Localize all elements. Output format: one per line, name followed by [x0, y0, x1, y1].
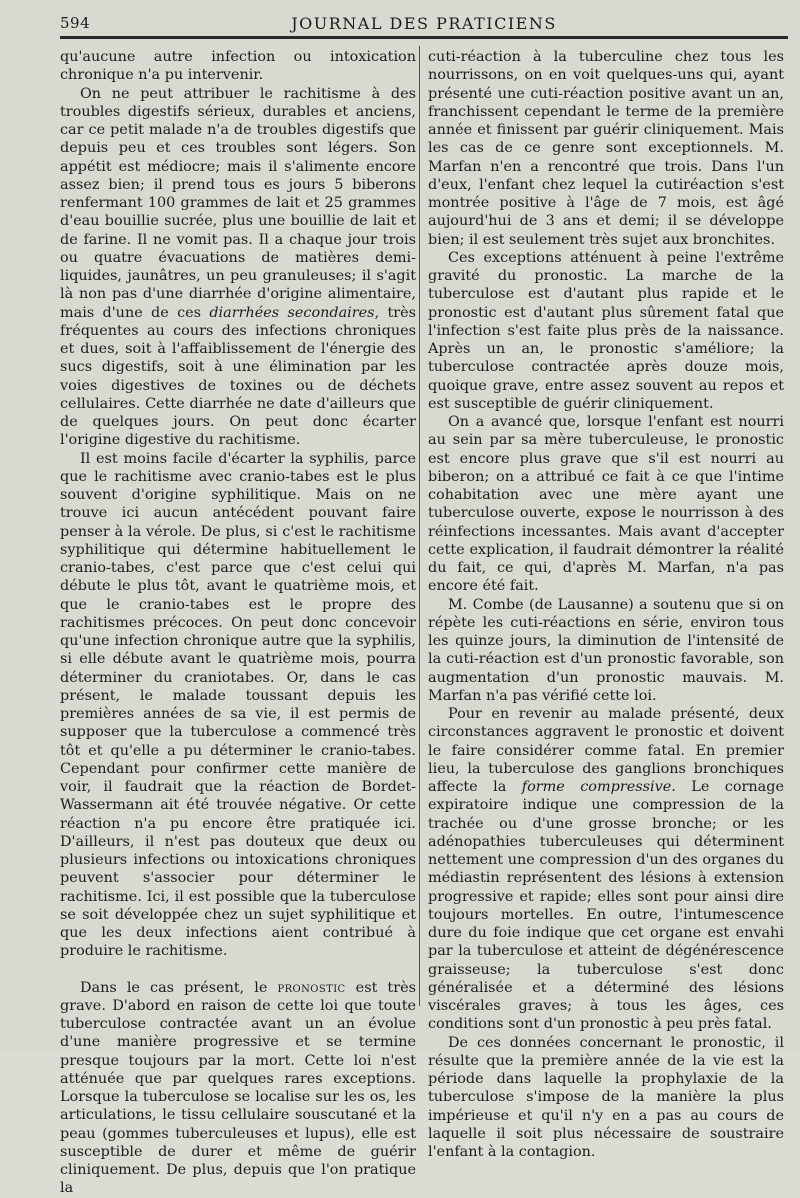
text-run: On ne peut attribuer le rachitisme à des troubles digestifs sérieux, durables et anciens, car ce petit malade n'a de troubles digestifs que depuis peu et ces troubles sont légers. Son appétit est médiocre; mais il s'alimente encore assez bien; il prend tous es jours 5 biberons renfermant 100 grammes de lait et 25 grammes d'eau bouillie sucrée, plus une bouillie de lait et de farine. Il ne vomit pas. Il a chaque jour trois ou quatre évacuations de matières demi-liquides, jaunâtres, un peu granuleuses; il s'agit là non pas d'une diarrhée d'origine alimentaire, mais d'une de ces: [60, 85, 416, 321]
text-run: Le cornage expiratoire indique une compression de la trachée ou d'une grosse bronche; or les adénopathies tuberculeuses qui déterminent nettement une compression d'un des organes du médiastin représentent des lésions à extension progressive et rapide; elles sont pour ainsi dire toujours mortelles. En outre, l'intumescence dure du foie indique que cet organe est envahi par la tuberculose et atteint de dégénérescence graisseuse; la tuberculose s'est donc généralisée et a déterminé des lésions viscérales graves; à tous les âges, ces conditions sont d'un pronostic à peu près fatal.: [428, 779, 784, 1033]
text-run: , très fréquentes au cours des infections chroniques et dues, soit à l'affaiblissement de l'énergie des sucs digestifs, soit à une élimination par les voies digestives de toxines ou de déchets cellulaires. Cette diarrhée ne date d'ailleurs que de quelques jours. On peut donc écarter l'origine digestive du rachitisme.: [60, 304, 417, 449]
paragraph: M. Combe (de Lausanne) a soutenu que si on répète les cuti-réactions en série, environ tous les quinze jours, la diminution de l'intensité de la cuti-réaction est d'un pronostic favorable, son augmentation d'un pronostic mauvais. M. Marfan n'a pas vérifié cette loi.: [428, 596, 784, 704]
emphasis-text: forme compressive.: [521, 779, 676, 795]
paragraph: Ces exceptions atténuent à peine l'extrême gravité du pronostic. La marche de la tuberculose est d'autant plus rapide et le pronostic est d'autant plus sûrement fatal que l'infection s'est faite plus près de la naissance. Après un an, le pronostic s'améliore; la tuberculose contractée après douze mois, quoique grave, entre assez souvent au repos et est susceptible de guérir cliniquement.: [428, 249, 784, 412]
column-divider: [419, 46, 420, 1006]
page-header: [60, 10, 788, 39]
journal-title: JOURNAL DES PRATICIENS: [291, 13, 557, 33]
left-column: [60, 48, 416, 1198]
small-caps-term: pronostic: [277, 979, 346, 996]
text-run: Dans le cas présent, le: [80, 979, 278, 996]
paragraph: qu'aucune autre infection ou intoxication chronique n'a pu intervenir.: [60, 49, 416, 84]
paragraph: cuti-réaction à la tuberculine chez tous les nourrissons, on en voit quelques-uns qui, ayant présenté une cuti-réaction positive avant un an, franchissent cependant le terme de la première année et finissent par guérir cliniquement. Mais les cas de ce genre sont exceptionnels. M. Marfan n'en a rencontré que trois. Dans l'un d'eux, l'enfant chez lequel la cutiréaction s'est montrée positive à l'âge de 7 mois, est âgé aujourd'hui de 3 ans et demi; il se développe bien; il est seulement très sujet aux bronchites.: [428, 49, 784, 248]
paragraph: On a avancé que, lorsque l'enfant est nourri au sein par sa mère tuberculeuse, le pronostic est encore plus grave que s'il est nourri au biberon; on a attribué ce fait à ce que l'intime cohabitation avec une mère ayant une tuberculose ouverte, expose le nourrisson à des réinfections incessantes. Mais avant d'accepter cette explication, il faudrait démontrer la réalité du fait, ce qui, d'après M. Marfan, n'a pas encore été fait.: [428, 414, 784, 595]
page-number: 594: [60, 14, 91, 32]
paragraph: Il est moins facile d'écarter la syphilis, parce que le rachitisme avec cranio-tabes est le plus souvent d'origine syphilitique. Mais on ne trouve ici aucun antécédent pouvant faire penser à la vérole. De plus, si c'est le rachitisme syphilitique qui détermine habituellement le cranio-tabes, c'est parce que c'est celui qui débute le plus tôt, avant le quatrième mois, et que le cranio-tabes est le propre des rachitismes précoces. On peut donc concevoir qu'une infection chronique autre que la syphilis, si elle débute avant le quatrième mois, pourra déterminer du craniotabes. Or, dans le cas présent, le malade toussant depuis les premières années de sa vie, il est permis de supposer que la tuberculose a commencé très tôt et qu'elle a pu déterminer le cranio-tabes. Cependant pour confirmer cette manière de voir, il faudrait que la réaction de Bordet-Wassermann ait été trouvée négative. Or cette réaction n'a pu encore être pratiquée ici. D'ailleurs, il n'est pas douteux que deux ou plusieurs infections ou intoxications chroniques peuvent s'associer pour déterminer le rachitisme. Ici, il est possible que la tuberculose se soit développée chez un sujet syphilitique et que les deux infections aient contribué à produire le rachitisme.: [60, 450, 416, 960]
paragraph: De ces données concernant le pronostic, il résulte que la première année de la vie est la période dans laquelle la prophylaxie de la tuberculose s'impose de la manière la plus impérieuse et qu'il n'y en a pas au cours de laquelle il soit plus nécessaire de soustraire l'enfant à la contagion.: [428, 1034, 784, 1160]
paragraph: [60, 85, 416, 450]
paragraph: [428, 705, 784, 1034]
emphasis-text: diarrhées secondaires: [209, 304, 375, 321]
text-run: est très grave. D'abord en raison de cette loi que toute tuberculose contractée avant un an évolue d'une manière progressive et se termine presque toujours par la mort. Cette loi n'est atténuée que par quelques rares exceptions. Lorsque la tuberculose se localise sur les os, les articulations, le tissu cellulaire souscutané et la peau (gommes tuberculeuses et lupus), elle est susceptible de durer et même de guérir cliniquement. De plus, depuis que l'on pratique la: [60, 979, 416, 1197]
paragraph: [60, 979, 416, 1198]
text-run: Pour en revenir au malade présenté, deux circonstances aggravent le pronostic et doivent le faire considérer comme fatal. En premier lieu, la tuberculose des ganglions bronchiques affecte la: [428, 706, 784, 795]
right-column: [428, 48, 784, 1161]
